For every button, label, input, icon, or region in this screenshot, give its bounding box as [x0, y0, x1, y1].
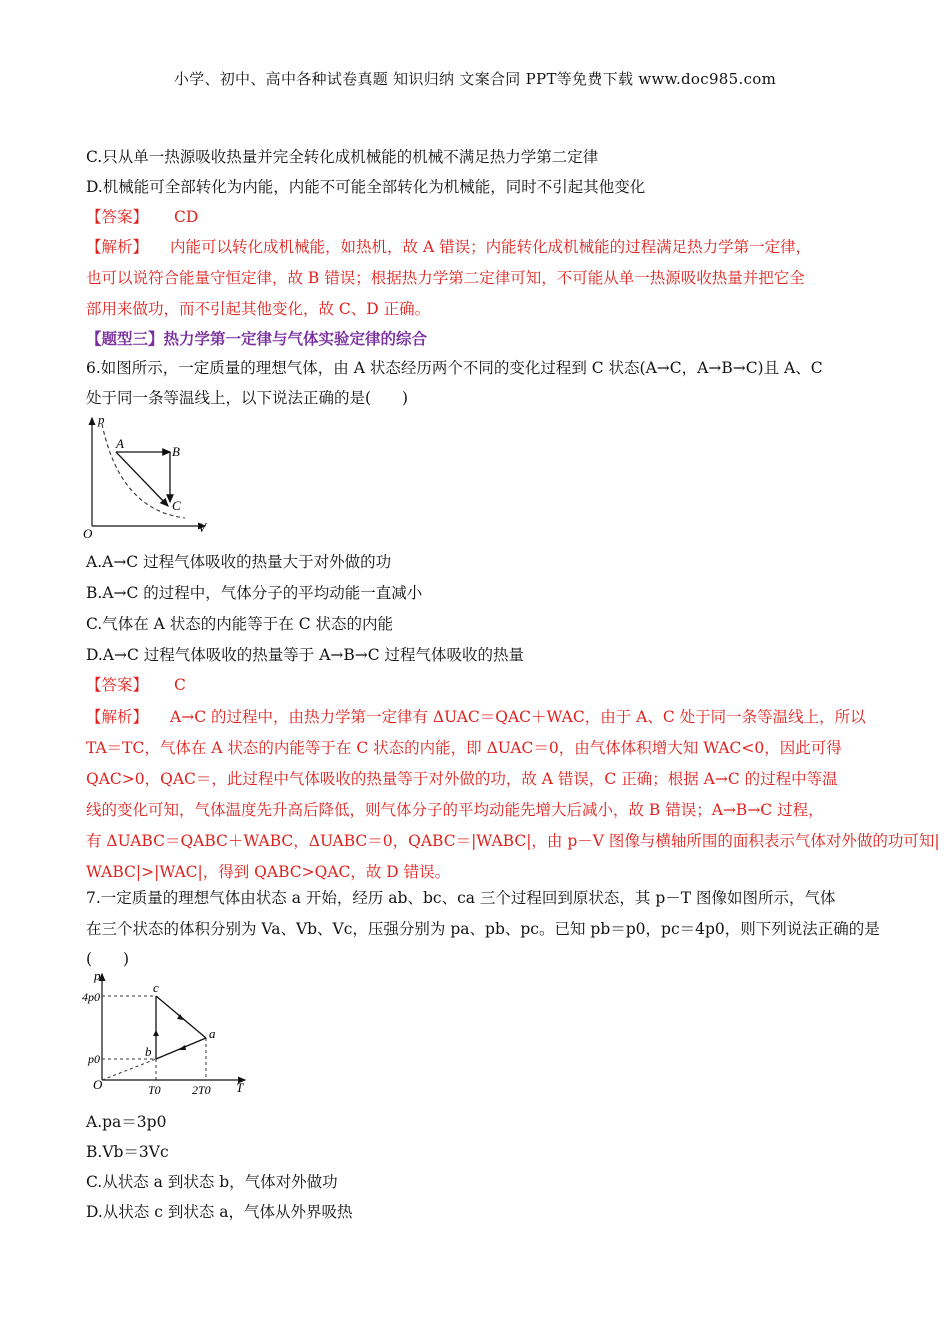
q7-label-p: p [94, 968, 101, 983]
q6-label-a: A [116, 436, 124, 451]
analysis-label: 【解析】 [86, 708, 149, 726]
q6-label-o: O [83, 526, 93, 540]
answer-label: 【答案】 [86, 676, 149, 694]
q7-tick-4p0: 4p0 [82, 990, 100, 1004]
q7-tick-p0: p0 [88, 1052, 100, 1066]
q7-option-a: A.pa＝3p0 [86, 1113, 167, 1131]
q6-analysis-line-6: WABC|>|WAC|，得到 QABC>QAC，故 D 错误。 [86, 863, 451, 881]
q5-option-d: D.机械能可全部转化为内能，内能不可能全部转化为机械能，同时不引起其他变化 [86, 178, 646, 196]
q6-analysis-line-1: 【解析】 A→C 的过程中，由热力学第一定律有 ΔUAC＝QAC＋WAC，由于 A、C 处于同一条等温线上，所以 [86, 708, 866, 726]
q6-label-c: C [172, 498, 181, 513]
q7-tick-2t0: 2T0 [192, 1083, 211, 1096]
q6-analysis-line-4: 线的变化可知，气体温度先升高后降低，则气体分子的平均动能先增大后减小，故 B 错误；A→B→C 过程， [86, 801, 824, 819]
q6-stem-line-1: 6.如图所示，一定质量的理想气体，由 A 状态经历两个不同的变化过程到 C 状态(A→C，A→B→C)且 A、C [86, 359, 823, 377]
q7-label-o: O [93, 1077, 103, 1092]
q6-label-v: V [198, 520, 206, 535]
q7-option-d: D.从状态 c 到状态 a，气体从外界吸热 [86, 1203, 353, 1221]
q5-answer [86, 205, 198, 227]
q7-stem-line-2: 在三个状态的体积分别为 Va、Vb、Vc，压强分别为 pa、pb、pc。已知 pb＝p0，pc＝4p0，则下列说法正确的是 [86, 920, 880, 938]
q5-option-c: C.只从单一热源吸收热量并完全转化成机械能的机械不满足热力学第二定律 [86, 148, 599, 166]
q7-label-b: b [145, 1044, 152, 1059]
answer-label: 【答案】 [86, 208, 149, 226]
answer-value: CD [174, 208, 199, 226]
q6-label-p: p [98, 412, 105, 427]
q6-analysis-line-2: TA＝TC，气体在 A 状态的内能等于在 C 状态的内能，即 ΔUAC＝0，由气体体积增大知 WAC<0，因此可得 [86, 739, 842, 757]
q6-option-a: A.A→C 过程气体吸收的热量大于对外做的功 [86, 553, 392, 571]
q5-analysis-line-3: 部用来做功，而不引起其他变化，故 C、D 正确。 [86, 300, 431, 318]
section-title: 【题型三】热力学第一定律与气体实验定律的综合 [86, 329, 428, 348]
q6-option-c: C.气体在 A 状态的内能等于在 C 状态的内能 [86, 615, 393, 633]
q7-stem-line-3: ( ) [86, 950, 130, 968]
q7-label-a: a [209, 1026, 216, 1041]
q7-label-t: T [236, 1080, 244, 1095]
q6-option-d: D.A→C 过程气体吸收的热量等于 A→B→C 过程气体吸收的热量 [86, 646, 525, 664]
q6-analysis-line-5: 有 ΔUABC＝QABC＋WABC，ΔUABC＝0，QABC＝|WABC|，由 p－V 图像与横轴所围的面积表示气体对外做的功可知| [86, 832, 940, 850]
q7-label-c: c [153, 980, 159, 995]
q6-label-b: B [172, 444, 180, 459]
q5-analysis-line-1: 【解析】 内能可以转化成机械能，如热机，故 A 错误；内能转化成机械能的过程满足热力学第一定律， [86, 238, 812, 256]
q7-stem-line-1: 7.一定质量的理想气体由状态 a 开始，经历 ab、bc、ca 三个过程回到原状态，其 p－T 图像如图所示，气体 [86, 889, 836, 907]
q7-option-b: B.Vb＝3Vc [86, 1143, 169, 1161]
page-header: 小学、初中、高中各种试卷真题 知识归纳 文案合同 PPT等免费下载 www.doc985.com [173, 70, 777, 88]
q6-stem-line-2: 处于同一条等温线上，以下说法正确的是( ) [86, 389, 409, 407]
q7-option-c: C.从状态 a 到状态 b，气体对外做功 [86, 1173, 338, 1191]
q6-analysis-line-3: QAC>0，QAC＝，此过程中气体吸收的热量等于对外做的功，故 A 错误，C 正确；根据 A→C 的过程中等温 [86, 770, 838, 788]
q6-pv-diagram [80, 410, 220, 540]
q6-answer [86, 673, 186, 695]
q6-line-a-c [116, 452, 168, 506]
q6-option-b: B.A→C 的过程中，气体分子的平均动能一直减小 [86, 584, 423, 602]
q7-dashed-origin-b [102, 1059, 156, 1080]
q5-analysis-line-2: 也可以说符合能量守恒定律，故 B 错误；根据热力学第二定律可知，不可能从单一热源吸收热量并把它全 [86, 269, 805, 287]
answer-value: C [174, 676, 186, 694]
q7-tick-t0: T0 [148, 1083, 161, 1096]
q7-pt-diagram [80, 968, 260, 1096]
analysis-label: 【解析】 [86, 238, 149, 256]
